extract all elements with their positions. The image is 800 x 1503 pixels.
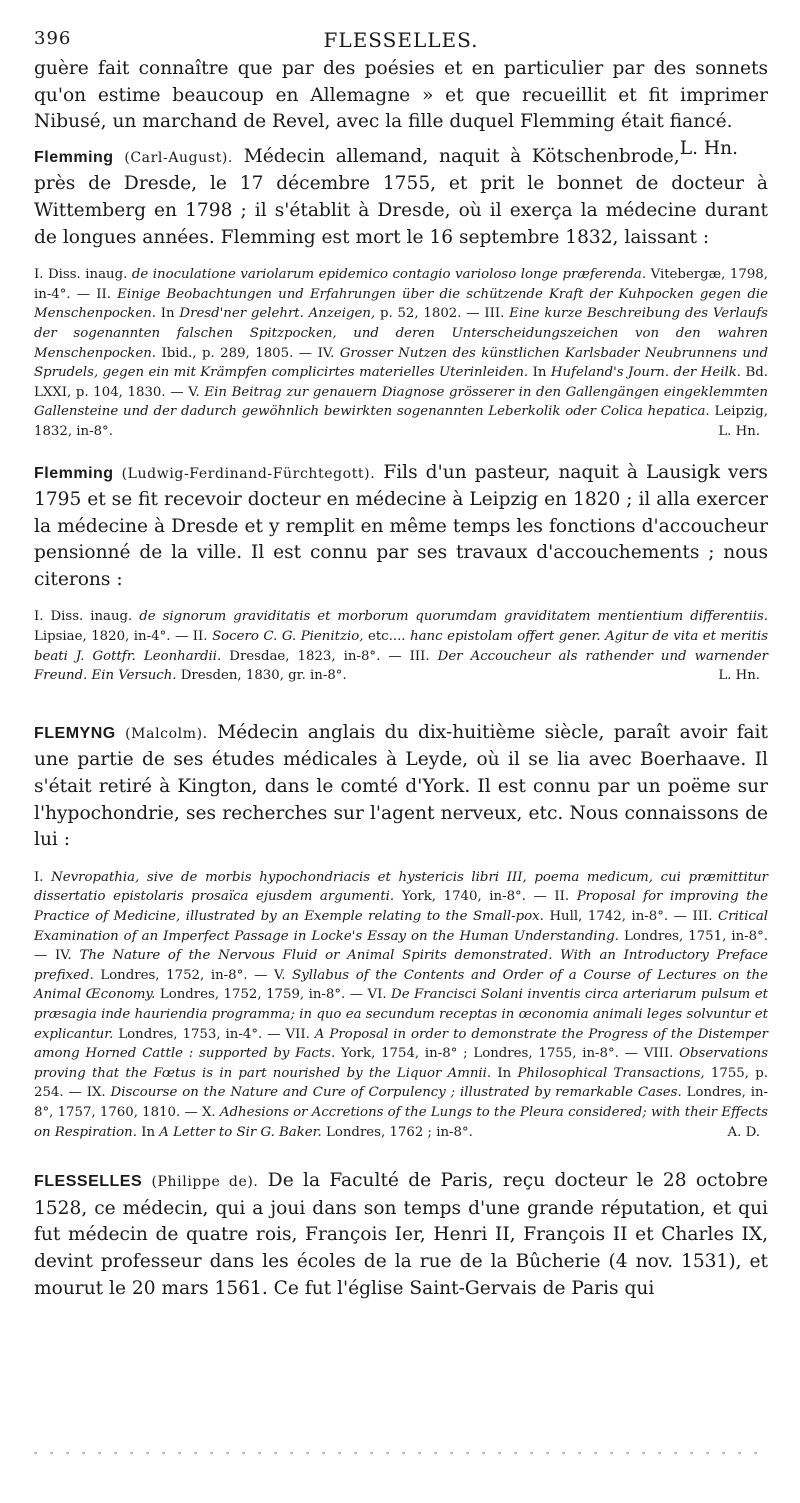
work-number: I. Diss. inaug. [34,609,133,625]
works-carl-august [34,265,768,441]
work-title: Einige Beobachtungen und Erfahrungen über die schützende Kraft der Kuhpocken gegen die Menschenpocken. [34,286,769,322]
work-details: Hull, 1742, in-8°. — [549,909,693,924]
work-number: I. [34,869,44,885]
work-number: IV. [55,948,72,964]
work-details: p. 52, 1802. — [379,306,485,322]
work-number: VII. [285,1026,310,1042]
entry-headword: FLEMYNG [34,724,116,742]
work-title: Dresd'ner gelehrt. Anzeigen, [179,306,376,322]
entry-headword: FLESSELLES [34,1173,143,1191]
work-title: Syllabus of the Contents and Order of a Course of Lectures on the Animal Œconomy. [34,967,768,1003]
work-details: Lipsiae, 1820, in-4°. — [34,629,193,645]
work-details: In [497,1065,512,1081]
entry-flesselles [34,1168,768,1302]
entry-headword: Flemming [34,148,114,166]
work-title: Eine kurze Beschreibung des Verlaufs der sogenannten falschen Spitzpocken, und deren Unterscheidungszeichen von den wahren Menschenpocken. [34,306,768,361]
entry-text: Médecin anglais du dix-huitième siècle, paraît avoir fait une partie de ses études médicales à Leyde, où il se lia avec Boerhaave. Il s'était retiré à Kington, dans le comté d'York. Il est connu par un poëme sur l'hypochondrie, ses recherches sur l'agent nerveux, etc. Nous connaissons de lui : [34,721,768,851]
signature: L. Hn. [718,668,760,684]
work-details: Dresden, 1830, gr. in-8°. [180,668,347,684]
work-number: III. [409,648,430,664]
entry-ludwig-ferdinand [34,460,768,594]
entry-given-name: (Ludwig-Ferdinand-Fürchtegott). [121,465,376,482]
work-title: Nevropathia, sive de morbis hypochondriacis et hystericis libri III, poema medicum, cui præmittitur dissertatio epistolaris prosaïca ejusdem argumenti. [34,869,768,905]
work-title: Hufeland's Journ. der Heilk. [550,365,742,381]
work-details: Vitebergæ, 1798, in-4°. — [34,267,768,302]
work-details: Londres, 1753, in-4°. — [118,1026,286,1042]
works-ludwig-ferdinand [34,607,768,685]
work-number: IV. [317,345,335,361]
work-details: Ibid., p. 289, 1805. — [161,345,318,361]
work-title: de signorum graviditatis et morborum quorumdam graviditatem mentientium differentiis. [139,609,768,625]
entry-text: De la Faculté de Paris, reçu docteur le 28 octobre 1528, ce médecin, qui a joui dans son temps d'une grande réputation, et qui fut médecin de quatre rois, François Ier, Henri II, François II et Charles IX, devint professeur dans les écoles de la rue de la Bûcherie (4 nov. 1531), et mourut le 20 mars 1561. Ce fut l'église Saint-Gervais de Paris qui [34,1170,768,1299]
work-details: Dresdae, 1823, in-8°. — [229,648,410,664]
work-title: Observations proving that the Fœtus is in part nourished by the Liquor Amnii. [34,1046,769,1081]
work-title: Grosser Nutzen des künstlichen Karlsbader Neubrunnens und Sprudels, gegen ein mit Krämpfen complicirtes materielles Uterinleiden. [34,345,769,381]
work-title: Ein Beitrag zur genauern Diagnose grösserer in den Gallengängen eingeklemmten Gallensteine und der dadurch gewöhnlich bewirkten sogenannten Leberkolik oder Colica hepatica. [34,384,768,420]
work-title: De Francisci Solani inventis circa arteriarum pulsum et præsagia inde hauriendia programma; in quo ea secundum receptas in œconomia animali leges solvuntur et explicantur. [34,987,768,1042]
work-details: In [532,365,547,381]
work-title: Proposal for improving the Practice of Medicine, illustrated by an Exemple relating to the Small-pox. [34,889,768,924]
work-details: Londres, 1762 ; in-8°. [326,1124,473,1140]
work-number: II. [554,889,570,905]
work-title: de inoculatione variolarum epidemico contagio varioloso longe præferenda. [131,267,647,283]
work-title: Critical Examination of an Imperfect Passage in Locke's Essay on the Human Understanding. [34,909,769,944]
work-number: V. [188,384,200,400]
work-details: York, 1740, in-8°. — [401,889,555,905]
signature: L. Hn. [718,423,760,439]
work-details: Londres, 1752, 1759, in-8°. — [159,987,368,1003]
entry-text: Médecin allemand, naquit à Kötschenbrode, près de Dresde, le 17 décembre 1755, et prit le bonnet de docteur à Wittemberg en 1798 ; il s'établit à Dresde, où il exerça la médecine durant de longues années. Flemming est mort le 16 septembre 1832, laissant : [34,145,768,248]
page-number: 396 [34,28,72,49]
entry-carl-august [34,144,768,251]
work-details: Londres, 1752, in-8°. — [100,967,275,983]
entry-given-name: (Malcolm). [125,725,208,742]
works-malcolm [34,868,768,1142]
work-details: Londres, in-8°, 1757, 1760, 1810. — [34,1085,769,1120]
work-number: II. [192,629,208,645]
work-number: X. [201,1104,216,1120]
bottom-scan-artifact [34,1452,760,1454]
work-title: Philosophical Transactions, [517,1065,705,1081]
work-title: The Nature of the Nervous Fluid or Animal Spirits demonstrated. With an Introductory Preface prefixed. [34,948,768,983]
work-details: Bd. LXXI, p. 104, 1830. — [34,365,768,400]
work-title: Adhesions or Accretions of the Lungs to the Pleura considered; with their Effects on Respiration. [34,1104,768,1140]
work-number: III. [692,909,713,924]
work-number: IX. [86,1085,106,1101]
work-details: In [160,306,175,322]
entry-given-name: (Carl-August). [124,149,233,166]
work-title: Socero C. G. Pienitzio, [212,629,364,645]
work-title: A Letter to Sir G. Baker. [159,1124,322,1140]
work-details: etc.... [367,629,411,645]
entry-malcolm [34,720,768,854]
work-details: York, 1754, in-8° ; Londres, 1755, in-8°. — [341,1046,644,1062]
work-details: Leipzig, 1832, in-8°. [34,404,768,439]
signature: A. D. [727,1124,760,1140]
work-title: hanc epistolam offert gener. Agitur de vita et meritis beati J. Gottfr. Leonhardii. [34,629,769,664]
running-title: FLESSELLES. [323,28,479,52]
work-number: II. [96,286,111,302]
work-title: Discourse on the Nature and Cure of Corpulency ; illustrated by remarkable Cases. [110,1085,682,1101]
work-number: VIII. [643,1046,674,1062]
work-title: Der Accoucheur als rathender und warnender Freund. Ein Versuch. [34,648,768,684]
entry-given-name: (Philippe de). [151,1174,259,1191]
signature: L. Hn. [679,137,738,159]
work-details: In [141,1124,156,1140]
entry-headword: Flemming [34,464,114,482]
work-number: V. [274,967,286,983]
work-number: VI. [367,987,387,1003]
work-details: 1755, p. 254. — [34,1065,768,1101]
intro-text: guère fait connaître que par des poésies et en particulier par des sonnets qu'on estime beaucoup en Allemagne » et que recueillit et fit imprimer Nibusé, un marchand de Revel, avec la fille duquel Flemming était fiancé. [34,58,768,133]
entry-text: Fils d'un pasteur, naquit à Lausigk vers 1795 et se fit recevoir docteur en médecine à Leipzig en 1820 ; il alla exercer la médecine à Dresde et y remplit en même temps les fonctions d'accoucheur pensionné de la ville. Il est connu par ses travaux d'accouchements ; nous citerons : [34,461,768,590]
work-number: III. [484,306,505,322]
page [34,22,768,1302]
work-title: A Proposal in order to demonstrate the Progress of the Distemper among Horned Cattle : supported by Facts. [34,1026,768,1062]
work-number: I. Diss. inaug. [34,267,128,283]
page-header [34,22,768,56]
work-details: Londres, 1751, in-8°. — [34,928,768,964]
